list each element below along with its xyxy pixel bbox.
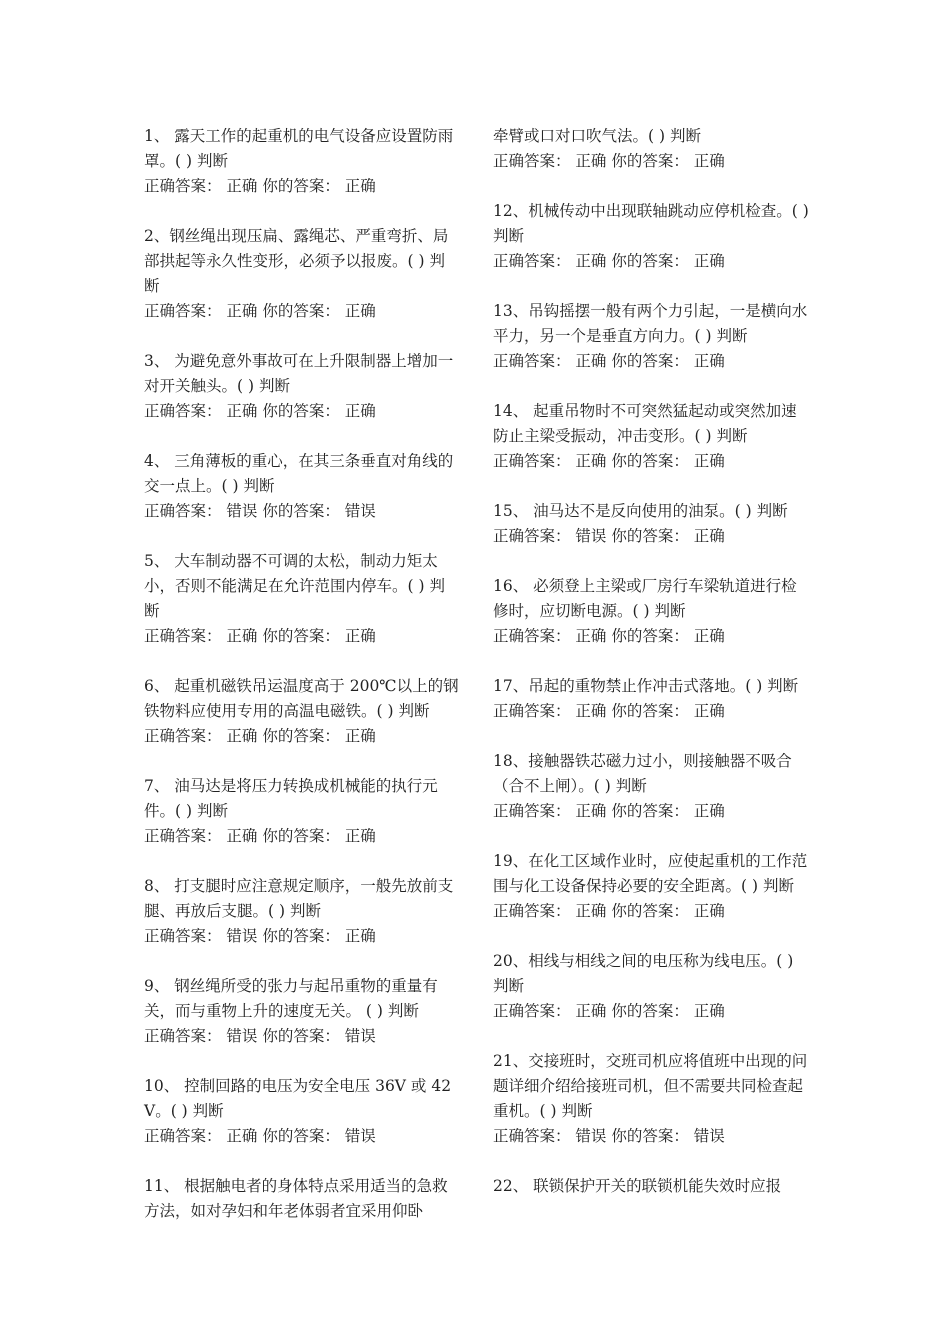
question-item [493,949,809,1024]
question-text: 12、机械传动中出现联轴跳动应停机检查。( ) 判断 [493,202,809,245]
question-text: 18、接触器铁芯磁力过小，则接触器不吸合（合不上闸）。( ) 判断 [493,752,792,795]
question-item [493,199,809,274]
question-item [144,1074,460,1149]
question-text: 13、吊钩摇摆一般有两个力引起，一是横向水平力，另一个是垂直方向力。( ) 判断 [493,302,808,345]
question-text: 牵臂或口对口吹气法。( ) 判断 [493,127,701,145]
question-item [493,1049,809,1149]
answer-line: 正确答案： 正确 你的答案： 正确 [493,352,725,370]
answer-line: 正确答案： 正确 你的答案： 正确 [493,627,725,645]
question-text: 20、相线与相线之间的电压称为线电压。( ) 判断 [493,952,794,995]
question-item [493,574,809,649]
question-text: 5、 大车制动器不可调的太松，制动力矩太小，否则不能满足在允许范围内停车。( ) 判断 [144,552,445,620]
question-item [493,499,809,549]
question-text: 17、吊起的重物禁止作冲击式落地。( ) 判断 [493,677,799,695]
question-text: 8、 打支腿时应注意规定顺序，一般先放前支腿、再放后支腿。( ) 判断 [144,877,454,920]
question-text: 2、钢丝绳出现压扁、露绳芯、严重弯折、局部拱起等永久性变形，必须予以报废。( ) 判断 [144,227,449,295]
question-item [493,299,809,374]
answer-line: 正确答案： 错误 你的答案： 错误 [493,1127,725,1145]
answer-line: 正确答案： 错误 你的答案： 正确 [144,927,376,945]
question-item [144,449,460,524]
answer-line: 正确答案： 正确 你的答案： 正确 [144,627,376,645]
question-item [144,674,460,749]
answer-line: 正确答案： 错误 你的答案： 错误 [144,1027,376,1045]
answer-line: 正确答案： 正确 你的答案： 错误 [144,1127,376,1145]
answer-line: 正确答案： 正确 你的答案： 正确 [144,827,376,845]
question-item [493,674,809,724]
answer-line: 正确答案： 正确 你的答案： 正确 [493,452,725,470]
left-column [144,124,460,1224]
answer-line: 正确答案： 正确 你的答案： 正确 [493,902,725,920]
answer-line: 正确答案： 正确 你的答案： 正确 [144,302,376,320]
answer-line: 正确答案： 正确 你的答案： 正确 [493,702,725,720]
answer-line: 正确答案： 正确 你的答案： 正确 [493,252,725,270]
answer-line: 正确答案： 正确 你的答案： 正确 [144,727,376,745]
question-text: 21、交接班时，交班司机应将值班中出现的问题详细介绍给接班司机，但不需要共同检查起重机。( ) 判断 [493,1052,808,1120]
question-text: 19、在化工区域作业时，应使起重机的工作范围与化工设备保持必要的安全距离。( ) 判断 [493,852,808,895]
answer-line: 正确答案： 正确 你的答案： 正确 [493,152,725,170]
question-continuation [493,124,809,174]
question-item [493,399,809,474]
question-text: 10、 控制回路的电压为安全电压 36V 或 42V。( ) 判断 [144,1077,452,1120]
question-text: 6、 起重机磁铁吊运温度高于 200℃以上的钢铁物料应使用专用的高温电磁铁。( ) 判断 [144,677,459,720]
question-text: 9、 钢丝绳所受的张力与起吊重物的重量有关，而与重物上升的速度无关。 ( ) 判断 [144,977,438,1020]
question-text: 16、 必须登上主梁或厂房行车梁轨道进行检修时，应切断电源。( ) 判断 [493,577,797,620]
question-item [144,974,460,1049]
answer-line: 正确答案： 正确 你的答案： 正确 [144,177,376,195]
answer-line: 正确答案： 正确 你的答案： 正确 [493,802,725,820]
answer-line: 正确答案： 正确 你的答案： 正确 [493,1002,725,1020]
question-text: 1、 露天工作的起重机的电气设备应设置防雨罩。( ) 判断 [144,127,454,170]
question-item [493,849,809,924]
question-item [144,224,460,324]
answer-line: 正确答案： 错误 你的答案： 错误 [144,502,376,520]
question-continued-text: 11、 根据触电者的身体特点采用适当的急救方法，如对孕妇和年老体弱者宜采用仰卧 [144,1177,448,1220]
question-text: 3、 为避免意外事故可在上升限制器上增加一对开关触头。( ) 判断 [144,352,454,395]
question-item [144,349,460,424]
question-text: 4、 三角薄板的重心，在其三条垂直对角线的交一点上。( ) 判断 [144,452,454,495]
right-column [493,124,809,1199]
question-item [144,774,460,849]
question-item [144,549,460,649]
question-item [493,749,809,824]
question-text: 14、 起重吊物时不可突然猛起动或突然加速防止主梁受振动，冲击变形。( ) 判断 [493,402,797,445]
question-text: 7、 油马达是将压力转换成机械能的执行元件。( ) 判断 [144,777,438,820]
question-item [144,124,460,199]
question-text: 15、 油马达不是反向使用的油泵。( ) 判断 [493,502,788,520]
answer-line: 正确答案： 正确 你的答案： 正确 [144,402,376,420]
answer-line: 正确答案： 错误 你的答案： 正确 [493,527,725,545]
question-item [144,874,460,949]
question-continued-text: 22、 联锁保护开关的联锁机能失效时应报 [493,1177,782,1195]
